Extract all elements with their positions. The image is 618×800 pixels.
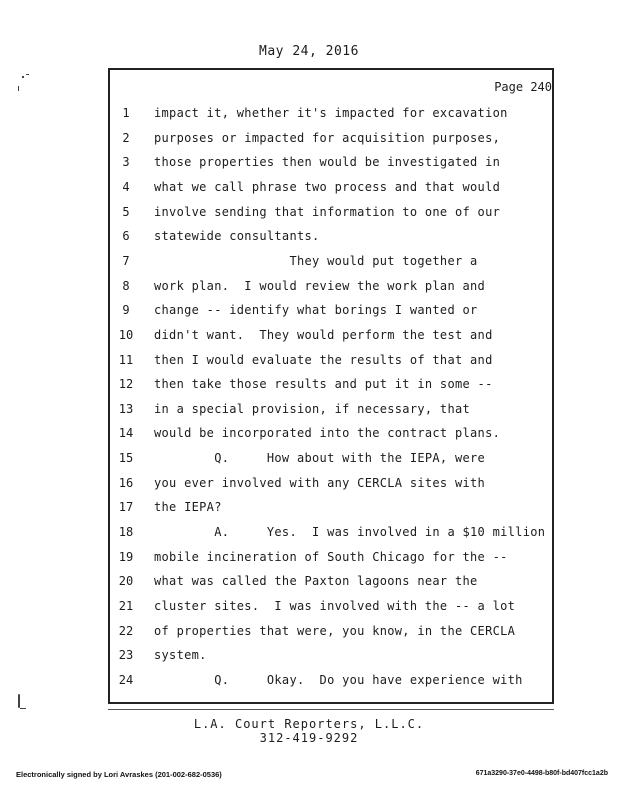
line-text: you ever involved with any CERCLA sites with <box>154 475 486 490</box>
line-number: 7 <box>122 253 130 268</box>
transcript-line <box>108 150 554 174</box>
transcript-line <box>108 668 554 692</box>
transcript-line <box>108 397 554 421</box>
line-number: 23 <box>118 648 134 663</box>
line-number: 10 <box>118 327 134 342</box>
line-number: 12 <box>118 377 134 392</box>
transcript-line <box>108 372 554 396</box>
line-text: the IEPA? <box>154 500 222 515</box>
transcript-line <box>108 594 554 618</box>
line-text: would be incorporated into the contract plans. <box>154 426 501 441</box>
transcript-line <box>108 126 554 150</box>
line-number: 15 <box>118 451 134 466</box>
transcript-line <box>108 249 554 273</box>
line-text: impact it, whether it's impacted for excavation <box>154 106 508 120</box>
line-text: work plan. I would review the work plan and <box>154 278 486 293</box>
line-text: Q. Okay. Do you have experience with <box>154 672 523 687</box>
scan-speck <box>20 708 26 709</box>
transcript-line <box>108 101 554 125</box>
transcript-line <box>108 471 554 495</box>
scan-speck <box>18 86 19 91</box>
line-number: 5 <box>122 204 130 219</box>
line-number: 8 <box>122 278 130 293</box>
transcript-line <box>108 446 554 470</box>
line-number: 21 <box>118 599 134 613</box>
transcript-line <box>108 569 554 593</box>
reporter-phone: 312-419-9292 <box>259 731 359 745</box>
line-text: what we call phrase two process and that would <box>154 179 501 194</box>
transcript-line <box>108 520 554 544</box>
line-number: 1 <box>122 106 130 120</box>
line-number: 22 <box>118 623 134 638</box>
frame-divider <box>108 709 554 710</box>
transcript-line <box>108 200 554 224</box>
line-text: change -- identify what borings I wanted or <box>154 303 478 318</box>
line-text: in a special provision, if necessary, that <box>154 401 471 416</box>
line-text: of properties that were, you know, in the CERCLA <box>154 623 516 638</box>
line-number: 3 <box>122 155 130 170</box>
transcript-line <box>108 545 554 569</box>
document-hash: 671a3290-37e0-4498-b80f-bd407fcc1a2b <box>475 770 608 777</box>
line-text: A. Yes. I was involved in a $10 million <box>154 525 546 540</box>
line-text: statewide consultants. <box>154 229 320 244</box>
transcript-line <box>108 421 554 445</box>
transcript-line <box>108 224 554 248</box>
transcript-line <box>108 298 554 322</box>
line-text: Q. How about with the IEPA, were <box>154 451 486 466</box>
line-text: those properties then would be investigated in <box>154 155 501 170</box>
line-text: purposes or impacted for acquisition purposes, <box>154 130 501 145</box>
transcript-line <box>108 323 554 347</box>
transcript-date: May 24, 2016 <box>259 44 359 59</box>
scan-speck <box>18 694 20 708</box>
line-number: 17 <box>118 500 134 515</box>
line-text: didn't want. They would perform the test and <box>154 327 493 342</box>
line-text: They would put together a <box>154 253 478 268</box>
transcript-line <box>108 495 554 519</box>
line-number: 9 <box>122 303 130 318</box>
line-number: 16 <box>118 475 134 490</box>
line-text: system. <box>154 648 207 663</box>
page-number: Page 240 <box>494 80 552 94</box>
line-number: 4 <box>122 179 130 194</box>
line-text: then take those results and put it in some -- <box>154 377 493 392</box>
line-number: 19 <box>118 549 134 564</box>
scan-speck <box>26 74 29 75</box>
transcript-line <box>108 348 554 372</box>
line-number: 24 <box>118 672 134 687</box>
reporter-company: L.A. Court Reporters, L.L.C. <box>193 717 425 731</box>
line-number: 18 <box>118 525 134 540</box>
transcript-line <box>108 619 554 643</box>
line-number: 11 <box>118 352 134 367</box>
line-text: cluster sites. I was involved with the -- a lot <box>154 599 516 613</box>
transcript-line <box>108 274 554 298</box>
transcript-line <box>108 643 554 667</box>
scan-speck <box>22 76 24 78</box>
e-signature-note: Electronically signed by Lori Avraskes (201-002-682-0536) <box>16 770 222 779</box>
line-text: what was called the Paxton lagoons near the <box>154 574 478 589</box>
line-text: then I would evaluate the results of that and <box>154 352 493 367</box>
line-text: involve sending that information to one of our <box>154 204 501 219</box>
line-number: 14 <box>118 426 134 441</box>
line-number: 20 <box>118 574 134 589</box>
line-number: 6 <box>122 229 130 244</box>
line-text: mobile incineration of South Chicago for the -- <box>154 549 508 564</box>
line-number: 13 <box>118 401 134 416</box>
transcript-line <box>108 175 554 199</box>
line-number: 2 <box>122 130 130 145</box>
